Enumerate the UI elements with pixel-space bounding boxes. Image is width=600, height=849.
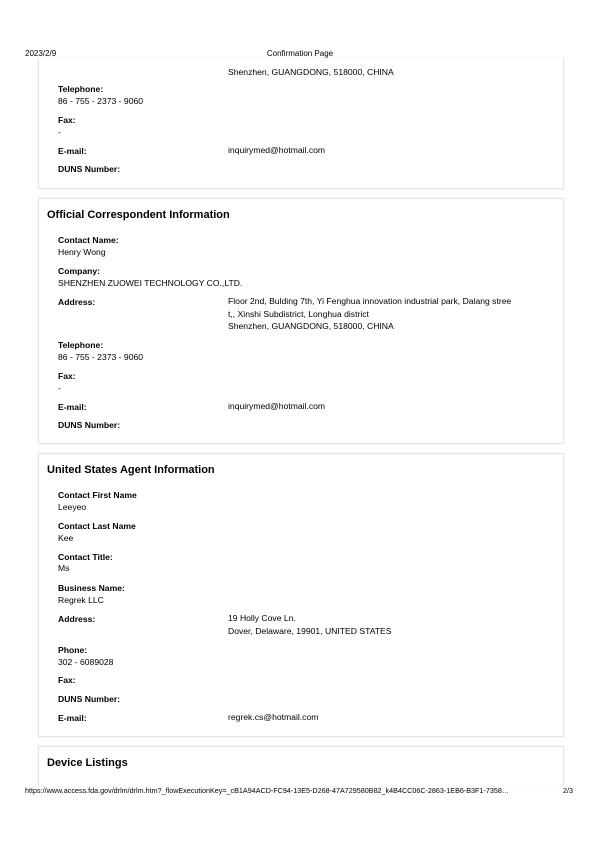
business-name-label: Business Name: bbox=[58, 583, 125, 593]
previous-section-card bbox=[38, 58, 564, 189]
contact-title-label: Contact Title: bbox=[58, 552, 113, 562]
address-label: Address: bbox=[58, 297, 96, 307]
fax-label: Fax: bbox=[58, 675, 76, 685]
email-label: E-mail: bbox=[58, 402, 87, 412]
section-title: United States Agent Information bbox=[47, 464, 215, 476]
business-name-value: Regrek LLC bbox=[58, 595, 104, 605]
fax-label: Fax: bbox=[58, 115, 76, 125]
print-footer bbox=[0, 786, 600, 800]
contact-name-value: Henry Wong bbox=[58, 247, 106, 257]
first-name-value: Leeyeo bbox=[58, 502, 87, 512]
last-name-value: Kee bbox=[58, 533, 74, 543]
contact-title-value: Ms bbox=[58, 563, 70, 573]
company-value: SHENZHEN ZUOWEI TECHNOLOGY CO.,LTD. bbox=[58, 278, 243, 288]
telephone-value: 86 - 755 - 2373 - 9060 bbox=[58, 96, 144, 106]
phone-label: Phone: bbox=[58, 645, 88, 655]
first-name-label: Contact First Name bbox=[58, 490, 137, 500]
address-line-3: Shenzhen, GUANGDONG, 518000, CHINA bbox=[228, 321, 394, 331]
device-listings-card bbox=[38, 746, 564, 786]
contact-name-label: Contact Name: bbox=[58, 235, 119, 245]
company-label: Company: bbox=[58, 266, 101, 276]
print-title: Confirmation Page bbox=[266, 49, 334, 58]
email-label: E-mail: bbox=[58, 713, 87, 723]
telephone-label: Telephone: bbox=[58, 84, 104, 94]
address-line-1: 19 Holly Cove Ln. bbox=[228, 613, 296, 623]
page-url: https://www.access.fda.gov/drlm/drlm.htm?_flowExecutionKey=_cB1A94ACD-FC94-13E5-D268-47A729580B82_k4B4CC06C-2863-1EB6-B3F1-7358… bbox=[25, 786, 510, 795]
address-line-1: Floor 2nd, Bulding 7th, Yi Fenghua innovation industrial park, Dalang stree bbox=[228, 296, 512, 306]
address-tail: Shenzhen, GUANGDONG, 518000, CHINA bbox=[228, 67, 394, 77]
duns-label: DUNS Number: bbox=[58, 164, 121, 174]
telephone-value: 86 - 755 - 2373 - 9060 bbox=[58, 352, 144, 362]
email-value: inquirymed@hotmail.com bbox=[228, 145, 326, 155]
duns-label: DUNS Number: bbox=[58, 420, 121, 430]
email-value: regrek.cs@hotmail.com bbox=[228, 712, 319, 722]
fax-label: Fax: bbox=[58, 371, 76, 381]
fax-value: - bbox=[58, 383, 61, 393]
section-title: Device Listings bbox=[47, 757, 128, 769]
address-line-2: t,, Xinshi Subdistrict, Longhua district bbox=[228, 308, 369, 319]
fax-value: - bbox=[58, 127, 61, 137]
email-label: E-mail: bbox=[58, 146, 87, 156]
print-date: 2023/2/9 bbox=[25, 49, 57, 58]
us-agent-card bbox=[38, 453, 564, 737]
page-number: 2/3 bbox=[563, 786, 573, 795]
duns-label: DUNS Number: bbox=[58, 694, 121, 704]
phone-value: 302 - 6089028 bbox=[58, 657, 114, 667]
official-correspondent-card bbox=[38, 198, 564, 444]
address-line-2: Dover, Delaware, 19901, UNITED STATES bbox=[228, 626, 392, 636]
section-title: Official Correspondent Information bbox=[47, 209, 230, 221]
address-label: Address: bbox=[58, 614, 96, 624]
telephone-label: Telephone: bbox=[58, 340, 104, 350]
last-name-label: Contact Last Name bbox=[58, 521, 136, 531]
email-value: inquirymed@hotmail.com bbox=[228, 401, 326, 411]
